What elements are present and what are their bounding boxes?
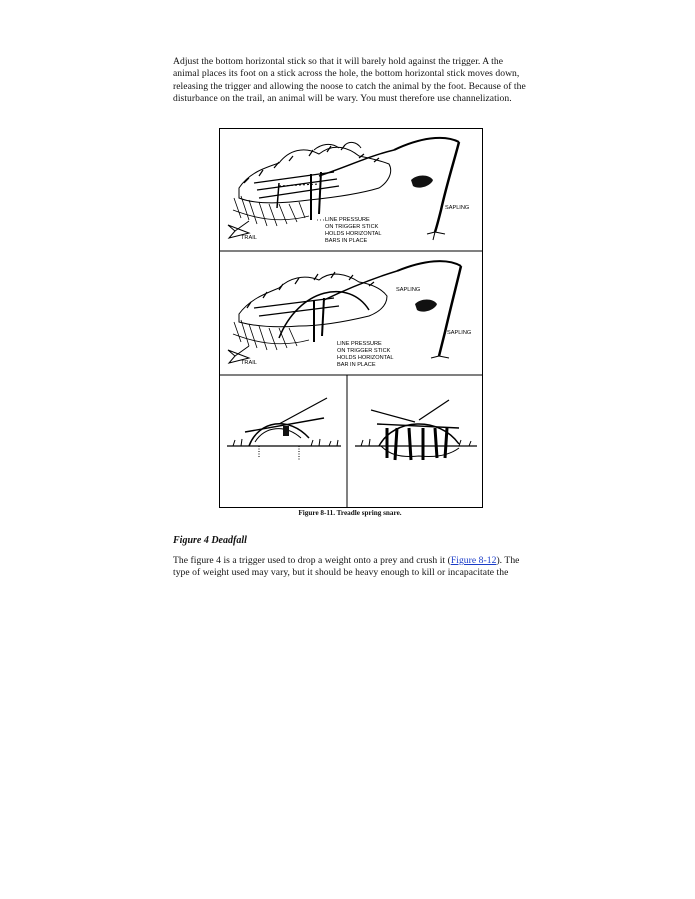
sapling-label-2-right: SAPLING <box>447 330 472 336</box>
treadle-snare-figure <box>219 128 483 508</box>
label-p2-line3: HOLDS HORIZONTAL <box>337 355 394 361</box>
deadfall-text-end: ). The type of weight used may vary, but it should be heavy enough to kill or incapacitate the <box>173 555 520 579</box>
deadfall-text-start: The figure 4 is a trigger used to drop a weight onto a prey and crush it ( <box>173 555 451 566</box>
trail-label-1: TRAIL <box>241 235 257 241</box>
section-heading: Figure 4 Deadfall <box>173 535 247 546</box>
label-p1-line2: ON TRIGGER STICK <box>325 224 379 230</box>
label-p2-line4: BAR IN PLACE <box>337 362 376 368</box>
sapling-label-2-top: SAPLING <box>396 287 421 293</box>
trail-label-2: TRAIL <box>241 360 257 366</box>
figure-8-12-link[interactable]: Figure 8-12 <box>450 555 497 566</box>
label-p1-line4: BARS IN PLACE <box>325 238 368 244</box>
label-p2-line1: LINE PRESSURE <box>337 341 382 347</box>
sapling-label-1: SAPLING <box>445 205 470 211</box>
label-p2-line2: ON TRIGGER STICK <box>337 348 391 354</box>
body-paragraph-treadle: Adjust the bottom horizontal stick so that it will barely hold against the trigger. A the animal places its foot on a stick across the hole, the bottom horizontal stick moves down, releasing the trigger and allowing the noose to catch the animal by the foot. Because of the disturbance on the trail, an animal will be wary. You must therefore use channelization. <box>173 56 526 104</box>
figure-caption: Figure 8-11. Treadle spring snare. <box>298 509 402 517</box>
body-paragraph-deadfall <box>173 555 529 580</box>
label-p1-line1: LINE PRESSURE <box>325 217 370 223</box>
label-p1-line3: HOLDS HORIZONTAL <box>325 231 382 237</box>
